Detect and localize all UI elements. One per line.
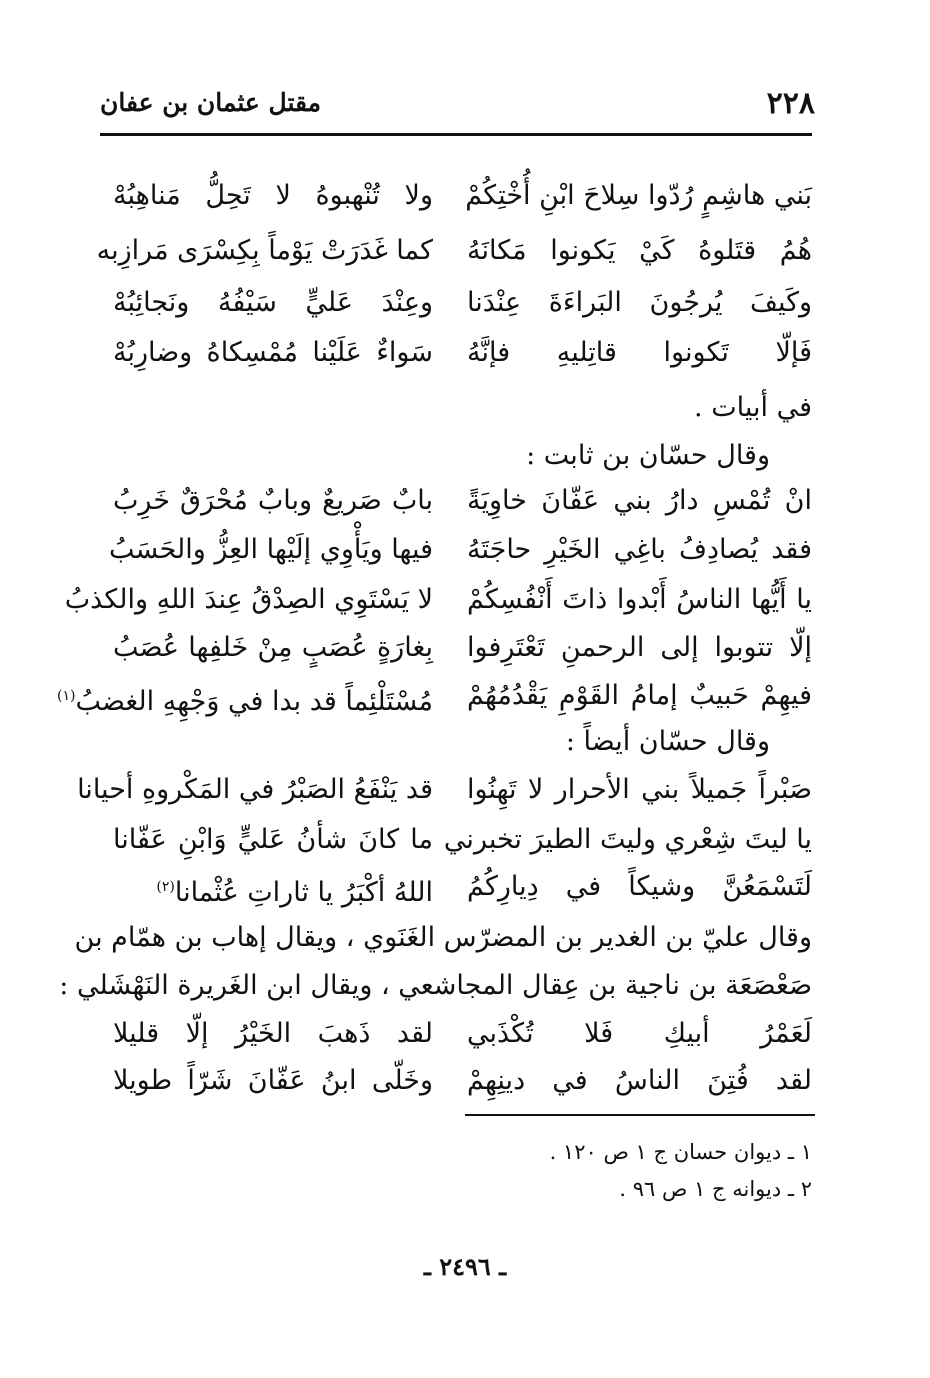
verse-second-hemistich: وعِنْدَ عَليٍّ سَيْفُهُ ونَجائِبُهْ (113, 287, 433, 318)
verse-first-hemistich: يا أَيُّها الناسُ أَبْدوا ذاتَ أَنْفُسِكُمْ (467, 584, 812, 615)
verse-second-hemistich (56, 678, 433, 720)
poem-tail-note: في أبيات . (694, 392, 812, 423)
poem-intro: وقال حسّان بن ثابت : (526, 440, 770, 471)
footnote: ٢ ـ ديوانه ج ١ ص ٩٦ . (619, 1177, 812, 1201)
verse-first-hemistich: انْ تُمْسِ دارُ بني عَفّانَ خاوِيَةً (467, 485, 812, 516)
verse-text: مُسْتَلْئِماً قد بدا في وَجْهِهِ الغضبُ (75, 686, 433, 717)
verse-second-hemistich: ولا تُنْهبوهُ لا تَحِلُّ مَناهِبُهْ (113, 180, 433, 211)
verse-first-hemistich: صَبْراً جَميلاً بني الأحرار لا تَهِنُوا (467, 774, 812, 805)
verse-first-hemistich: إلّا تتوبوا إلى الرحمنِ تَعْتَرِفوا (467, 632, 812, 663)
footnote-marker: (٢) (156, 879, 175, 895)
verse-second-hemistich: سَواءٌ عَلَيْنا مُمْسِكاهُ وضارِبُهْ (113, 337, 433, 368)
verse-text: اللهُ أكْبَرُ يا ثاراتِ عُثْمانا (174, 877, 433, 908)
verse-second-hemistich: لقد ذَهبَ الخَيْرُ إلّا قليلا (113, 1018, 433, 1049)
verse-second-hemistich: وخَلّى ابنُ عَفّانَ شَرّاً طويلا (113, 1065, 433, 1096)
verse-second-hemistich (113, 869, 433, 911)
running-title: مقتل عثمان بن عفان (100, 88, 322, 117)
verse-second-hemistich: لا يَسْتَوِي الصِدْقُ عِندَ اللهِ والكذبُ (64, 584, 433, 615)
folio-page-number: ـ ٢٤٩٦ ـ (423, 1252, 507, 1281)
prose-line: صَعْصَعَة بن ناجية بن عِقال المجاشعي ، ويقال ابن الغَريرة النَهْشَلي : (59, 970, 812, 1001)
verse-first-hemistich: فقد يُصادِفُ باغِي الخَيْرِ حاجَتَهُ (467, 534, 812, 565)
page-header (100, 86, 815, 136)
verse-second-hemistich: بابٌ صَريعٌ وبابٌ مُحْرَقٌ خَرِبُ (113, 485, 433, 516)
page-number: ٢٢٨ (766, 86, 815, 121)
verse-first-hemistich: وكَيفَ يُرجُونَ البَراءَةَ عِنْدَنا (467, 287, 812, 318)
verse-second-hemistich: ما كانَ شأنُ عَليٍّ وَابْنِ عَفّانا (113, 824, 433, 855)
prose-line: وقال عليّ بن الغدير بن المضرّس الغَنَوي ، ويقال إهاب بن همّام بن (74, 922, 812, 953)
verse-second-hemistich: فيها ويَأْوِي إلَيْها العِزُّ والحَسَبُ (109, 534, 433, 565)
poem-intro: وقال حسّان أيضاً : (565, 726, 770, 757)
verse-first-hemistich: لَعَمْرُ أبيكِ فَلا تُكْذَبي (467, 1018, 812, 1049)
verse-first-hemistich: فَإلّا تَكونوا قاتِليهِ فإنَّهُ (467, 337, 812, 368)
header-rule (100, 133, 812, 136)
verse-first-hemistich: لَتَسْمَعُنَّ وشيكاً في دِيارِكُمُ (467, 871, 812, 902)
footnote-marker: (١) (56, 688, 76, 704)
verse-first-hemistich: بَني هاشِمٍ رُدّوا سِلاحَ ابْنِ أُخْتِكُمْ (465, 180, 812, 211)
verse-first-hemistich: يا ليتَ شِعْري وليتَ الطيرَ تخبرني (443, 824, 812, 855)
verse-first-hemistich: هُمُ قتَلوهُ كَيْ يَكونوا مَكانَهُ (467, 235, 812, 266)
verse-first-hemistich: فيهِمْ حَبيبٌ إمامُ القَوْمِ يَقْدُمُهُمْ (467, 680, 812, 711)
verse-second-hemistich: كما غَدَرَتْ يَوْماً بِكِسْرَى مَرازِبه (96, 235, 433, 266)
verse-second-hemistich: بِغارَةٍ عُصَبٍ مِنْ خَلفِها عُصَبُ (113, 632, 433, 663)
verse-first-hemistich: لقد فُتِنَ الناسُ في دينِهِمْ (467, 1065, 812, 1096)
verse-second-hemistich: قد يَنْفَعُ الصَبْرُ في المَكْروهِ أحيانا (77, 774, 433, 805)
footnote: ١ ـ ديوان حسان ج ١ ص ١٢٠ . (549, 1140, 812, 1164)
footnote-rule (465, 1114, 815, 1116)
